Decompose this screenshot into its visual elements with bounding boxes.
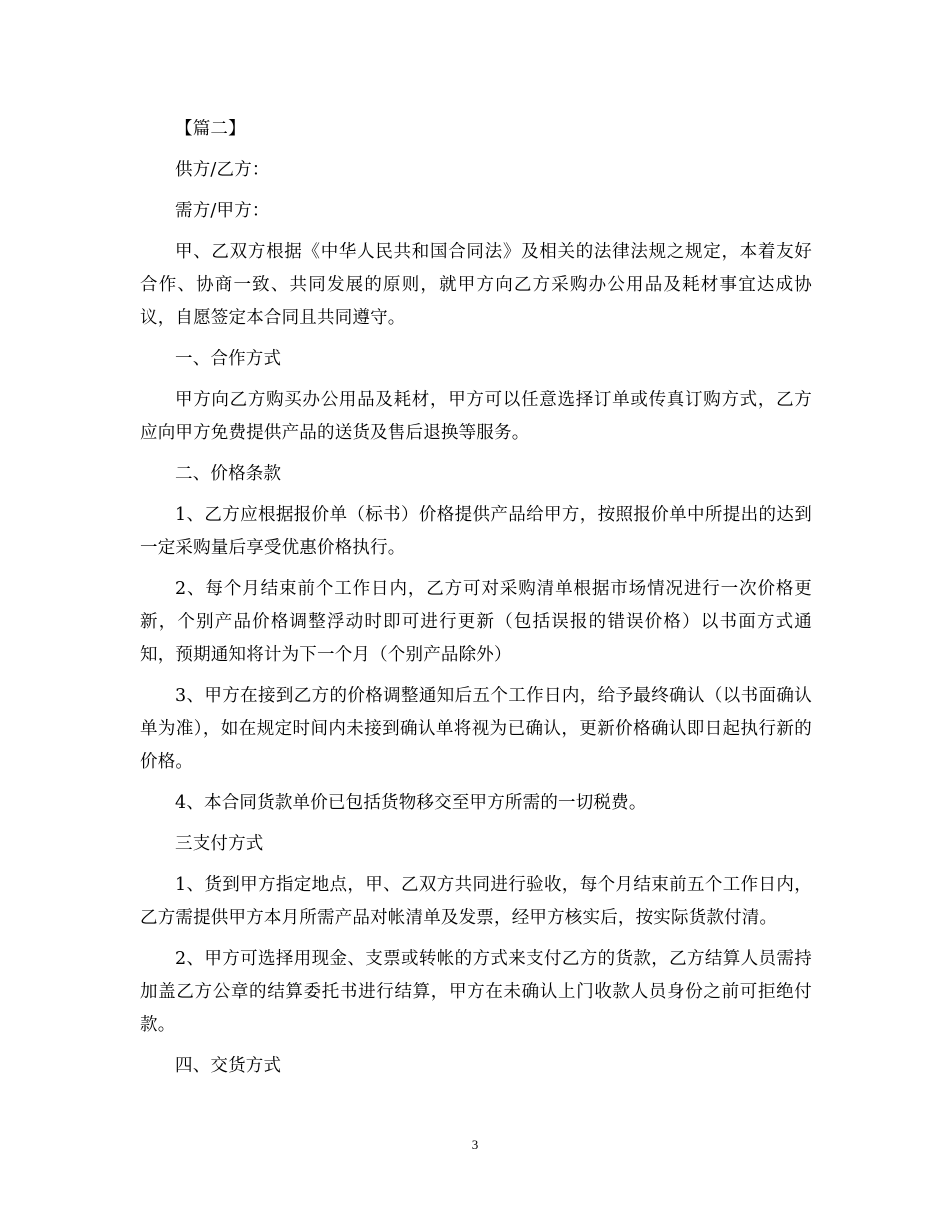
payment-clause-1: 1、货到甲方指定地点，甲、乙双方共同进行验收，每个月结束前五个工作日内，乙方需提供甲方本月所需产品对帐清单及发票，经甲方核实后，按实际货款付清。: [140, 875, 812, 928]
heading-payment: 三支付方式: [175, 834, 264, 854]
price-clause-2: 2、每个月结束前个工作日内，乙方可对采购清单根据市场情况进行一次价格更新，个别产品价格调整浮动时即可进行更新（包括误报的错误价格）以书面方式通知，预期通知将计为下一个月（个别产品除外）: [140, 579, 812, 665]
preamble-paragraph: 甲、乙双方根据《中华人民共和国合同法》及相关的法律法规之规定，本着友好合作、协商一致、共同发展的原则，就甲方向乙方采购办公用品及耗材事宜达成协议，自愿签定本合同且共同遵守。: [140, 242, 812, 328]
heading-delivery: 四、交货方式: [175, 1056, 282, 1076]
page-number: 3: [471, 1137, 479, 1152]
document-body: [140, 113, 812, 1091]
price-clause-1: 1、乙方应根据报价单（标书）价格提供产品给甲方，按照报价单中所提出的达到一定采购量后享受优惠价格执行。: [140, 505, 812, 558]
supplier-line: 供方/乙方：: [175, 160, 270, 180]
section-title: 【篇二】: [175, 119, 246, 139]
payment-clause-2: 2、甲方可选择用现金、支票或转帐的方式来支付乙方的货款，乙方结算人员需持加盖乙方公章的结算委托书进行结算，甲方在未确认上门收款人员身份之前可拒绝付款。: [140, 949, 812, 1035]
heading-price-terms: 二、价格条款: [175, 464, 282, 484]
cooperation-paragraph: 甲方向乙方购买办公用品及耗材，甲方可以任意选择订单或传真订购方式，乙方应向甲方免费提供产品的送货及售后退换等服务。: [140, 390, 812, 443]
heading-cooperation: 一、合作方式: [175, 349, 282, 369]
price-clause-4: 4、本合同货款单价已包括货物移交至甲方所需的一切税费。: [175, 793, 647, 813]
price-clause-3: 3、甲方在接到乙方的价格调整通知后五个工作日内，给予最终确认（以书面确认单为准），如在规定时间内未接到确认单将视为已确认，更新价格确认即日起执行新的价格。: [140, 686, 812, 772]
buyer-line: 需方/甲方：: [175, 201, 270, 221]
